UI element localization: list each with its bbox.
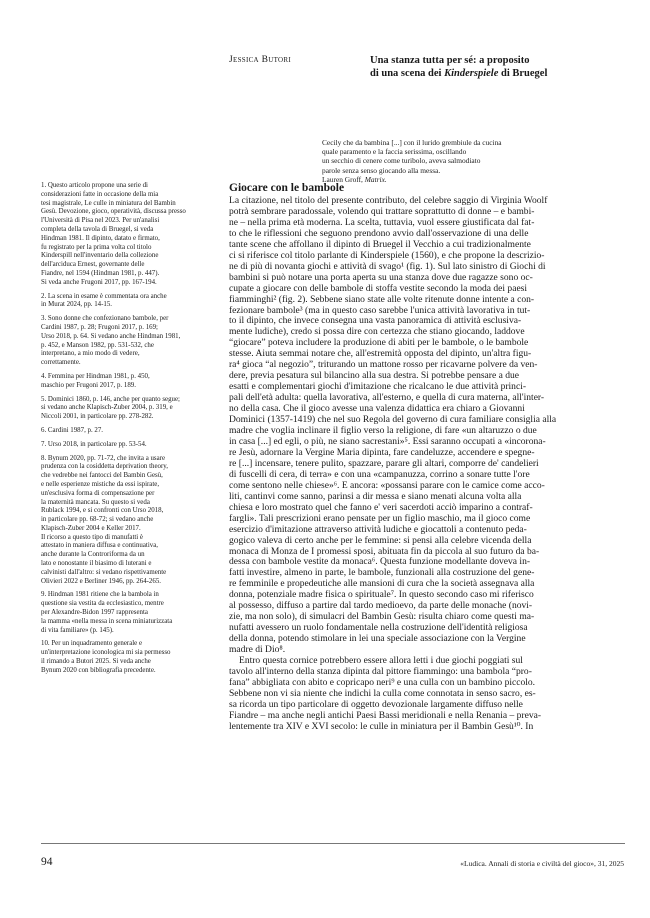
footnote-line: 7. Urso 2018, in particolare pp. 53-54. — [41, 440, 147, 448]
section-heading: Giocare con le bambole — [229, 182, 345, 194]
article-title-italic: Kinderspiele — [444, 68, 499, 79]
footnote-line: Olivieri 2022 e Berliner 1946, pp. 264-265. — [41, 577, 161, 585]
body-line: monaca di Monza de I promessi sposi, abituata fin da piccola al suo futuro da ba- — [229, 545, 540, 557]
footnote-line: 9. Hindman 1981 ritiene che la bambola in — [41, 591, 159, 599]
body-line: esatti e complementari giochi d'imitazione che ricalcano le due attività princi- — [229, 381, 527, 393]
body-line: mente ludiche), credo si possa dire con certezza che stiano giocando, laddove — [229, 326, 525, 338]
footnote-line: Cardini 1987, p. 28; Frugoni 2017, p. 169; — [41, 323, 158, 331]
footnote-line: Hindman 1981. Il dipinto, datato e firmato, — [41, 234, 160, 242]
body-line: fatti investire, almeno in parte, le bambole, funzionali alla costruzione del gene- — [229, 567, 535, 579]
epigraph-line: un secchio di cenere come turibolo, aveva salmodiato — [322, 156, 481, 166]
body-text — [229, 196, 624, 733]
body-line: chiesa e loro mostrato quel che fanno e' veri sacerdoti acciò imparino a contraf- — [229, 501, 533, 513]
footnote-9 — [41, 591, 211, 635]
body-line: lentemente tra XIV e XVI secolo: le culle in miniatura per il Bambin Gesù¹⁰. In — [229, 720, 534, 732]
footnote-line: p. 452, e Manson 1982, pp. 531-532, che — [41, 341, 154, 349]
footnote-3 — [41, 315, 211, 368]
footnote-line: 3. Sono donne che confezionano bambole, per — [41, 315, 169, 323]
footnote-line: fu registrato per la prima volta col titolo — [41, 243, 152, 251]
body-line: nufatti avessero un ruolo fondamentale nella costruzione dell'identità religiosa — [229, 622, 528, 634]
body-line: re femminile e propedeutiche alle mansioni di cura che la società assegnava alla — [229, 578, 535, 590]
footnote-line: considerazioni fatte in occasione della mia — [41, 190, 159, 198]
body-line: stesse. Aiuta semmai notare che, all'estremità opposta del dipinto, un'altra figu- — [229, 348, 532, 360]
article-title — [370, 54, 620, 80]
footnote-line: interpretano, a mio modo di vedere, — [41, 350, 140, 358]
footnotes-column — [41, 182, 211, 681]
footnote-line: la maternità mancata. Su questo si veda — [41, 498, 150, 506]
article-title-suffix: di Bruegel — [498, 68, 548, 79]
footnote-line: maschio per Frugoni 2017, p. 189. — [41, 381, 136, 389]
footnote-line: che vedrebbe nei fantocci del Bambin Gesù, — [41, 472, 163, 480]
footnote-line: correttamente. — [41, 359, 81, 367]
article-title-prefix: di una scena dei — [370, 68, 445, 79]
body-line: bambini si può notare una porta aperta su una stanza dove due ragazze sono oc- — [229, 271, 533, 283]
footnote-line: il rimando a Butori 2025. Si veda anche — [41, 658, 151, 666]
body-line: Sebbene non vi sia niente che indichi la culla come connotata in senso sacro, es- — [229, 687, 536, 699]
body-line: tante scene che affollano il dipinto di Bruegel il Vecchio a cui tradizionalmente — [229, 238, 531, 250]
body-line: in casa [...] ed egli, o più, ne siano sacrestani»⁵. Essi saranno occupati a «incorona- — [229, 435, 546, 447]
footnote-10 — [41, 640, 211, 675]
footnote-5 — [41, 396, 211, 422]
footnote-line: per Alexandre-Bidon 1997 rappresenta — [41, 609, 148, 617]
footnote-line: Bynum 2020 con bibliografia precedente. — [41, 666, 156, 674]
body-line: fiamminghi² (fig. 2). Sebbene siano state alle volte ritenute donne intente a con- — [229, 293, 535, 305]
body-line: dessa con bambole vestite da monaca⁶. Questa funzione modellante doveva in- — [229, 556, 531, 568]
body-line: Entro questa cornice potrebbero essere allora letti i due giochi poggiati sul — [239, 655, 523, 667]
footnote-line: questione sia vestita da ecclesiastico, mentre — [41, 600, 164, 608]
body-line: La citazione, nel titolo del presente contributo, del celebre saggio di Virginia Woolf — [229, 195, 548, 206]
footnote-line: prudenza con la cosiddetta deprivation theory, — [41, 463, 168, 471]
body-line: madre di Dio⁸. — [229, 644, 286, 656]
body-line: liti, cantinvi come sanno, parinsi a dir messa e siano menati alcuna volta alla — [229, 490, 522, 502]
body-line: esercizio d'imitazione attraverso attività ludiche e giocattoli a contenuto peda- — [229, 523, 527, 535]
footnote-line: Kinderspill nell'inventario della collezione — [41, 252, 159, 260]
epigraph-work: Matrix. — [364, 174, 387, 184]
body-line: dere, previa pesatura sul bilancino alla sua destra. Si potrebbe pensare a due — [229, 370, 520, 382]
article-title-line-2 — [370, 67, 620, 80]
body-line: pali dell'età adulta: quella lavorativa, all'esterno, e quella di cura materna, all'inter- — [229, 392, 545, 404]
body-line: potrà sembrare paradossale, volendo qui trattare soprattutto di donne – e bambi- — [229, 205, 535, 217]
footnote-line: un'interpretazione iconologica mi sia permesso — [41, 649, 171, 657]
body-line: fezionare bambole³ (ma in questo caso sarebbe l'unica attività lavorativa in tut- — [229, 304, 531, 316]
footer-rule — [41, 843, 625, 844]
footnote-line: Si veda anche Frugoni 2017, pp. 167-194. — [41, 278, 157, 286]
footnote-line: 10. Per un inquadramento generale e — [41, 640, 143, 648]
body-line: cupate a giocare con delle bambole di stoffa vestite secondo la moda dei paesi — [229, 282, 528, 294]
main-text-column — [229, 182, 624, 733]
epigraph-line: Cecily che da bambina [...] con il lurido grembiule da cucina — [322, 138, 502, 147]
journal-reference: «Ludica. Annali di storia e civiltà del gioco», 31, 2025 — [460, 859, 624, 868]
body-line: come sentono nelle chiese»⁶. E ancora: «possansi parare con le camice come acco- — [229, 479, 545, 491]
page-number: 94 — [41, 856, 53, 868]
footnote-1 — [41, 182, 211, 288]
body-line: tavolo all'interno della stanza dipinta dal pittore fiammingo: una bambola “pro- — [229, 665, 532, 677]
footnote-7 — [41, 441, 211, 450]
footnote-4 — [41, 373, 211, 391]
body-line: al possesso, diffuso a partire dal tardo medioevo, da parte delle monache (novi- — [229, 600, 533, 612]
running-head-author: Jessica Butori — [229, 55, 291, 65]
body-line: di fuscelli di cera, di terra» e con una «campanuzza, corrino a sonare tutte l'ore — [229, 468, 530, 480]
footnote-line: Rublack 1994, e si confronti con Urso 2018, — [41, 507, 164, 515]
body-line: ra⁴ gioca “al negozio”, triturando un mattone rosso per ricavarne polvere da ven- — [229, 359, 538, 371]
footnote-line: tesi magistrale, Le culle in miniatura del Bambin — [41, 199, 176, 207]
body-line: ne di più di novanta giochi e attività di svago¹ (fig. 1). Sul lato sinistro di Giochi di — [229, 260, 546, 272]
epigraph — [322, 138, 502, 184]
body-line: ci si riferisce col titolo parlante di Kinderspiele (1560), e che propone la descrizio- — [229, 249, 545, 261]
body-line: madre che voglia inclinare il figlio verso la religione, di fare «un altaruzzo o due — [229, 425, 537, 437]
footnote-line: completa della tavola di Bruegel, si veda — [41, 225, 154, 233]
footnote-line: Urso 2018, p. 64. Si vedano anche Hindman 1981, — [41, 332, 181, 340]
footnote-line: 4. Femmina per Hindman 1981, p. 450, — [41, 372, 150, 380]
body-line: fana” abbigliata con abito e copricapo neri⁹ e una culla con un bambino piccolo. — [229, 676, 536, 688]
epigraph-line: quale paramento e la faccia serissima, oscillando — [322, 147, 467, 157]
body-line: della donna, potendo stimolare in lei una speciale associazione con la Vergine — [229, 633, 526, 645]
epigraph-author: Lauren Groff, — [322, 174, 365, 184]
footnote-line: attestato in maniera diffusa e continuativa, — [41, 542, 158, 550]
footnote-line: 2. La scena in esame è commentata ora anche — [41, 292, 167, 300]
footnote-line: l'Università di Pisa nel 2023. Per un'analisi — [41, 217, 160, 225]
footnote-line: lato e nonostante il biasimo di luterani e — [41, 560, 152, 568]
footnote-8 — [41, 455, 211, 587]
footnote-6 — [41, 427, 211, 436]
body-line: to che le riflessioni che seguono prendono avvio dall'osservazione di una delle — [229, 227, 529, 239]
footnote-line: calvinisti dall'altro: si vedano rispettivamente — [41, 568, 167, 576]
body-line: ne – nella prima età moderna. La scelta, tuttavia, vuol essere giustificata dal fat- — [229, 216, 535, 228]
footnote-line: di vita familiare» (p. 145). — [41, 626, 114, 634]
footnote-line: anche durante la Controriforma da un — [41, 551, 145, 559]
body-line: no della casa. Che il gioco avesse una valenza didattica era chiaro a Giovanni — [229, 403, 525, 415]
footnote-line: 1. Questo articolo propone una serie di — [41, 182, 148, 189]
epigraph-line: parole senza senso giocando alla messa. — [322, 165, 441, 175]
body-line: re [...] incensare, tenere pulito, spazzare, parare gli altari, comporre de' candelieri — [229, 457, 539, 469]
footnote-line: Niccoli 2001, in particolare pp. 278-282. — [41, 413, 154, 421]
body-line: sa ricorda un tipo particolare di oggetto devozionale largamente diffuso nelle — [229, 698, 523, 710]
article-title-line-1: Una stanza tutta per sé: a proposito — [370, 55, 530, 66]
footnote-line: Gesù. Devozione, gioco, operatività, discussa presso — [41, 208, 186, 216]
body-line: fargli». Tali prescrizioni erano pensate per un figlio maschio, ma il gioco come — [229, 512, 531, 524]
footnote-line: si vedano anche Klapisch-Zuber 2004, p. 319, e — [41, 404, 173, 412]
footnote-2 — [41, 293, 211, 311]
body-line: re Jesù, adornare la Vergine Maria dipinta, fare candeluzze, accendere e spegne- — [229, 446, 535, 458]
body-line: zie, ma non solo), di simulacri del Bambin Gesù: risulta chiaro come questi ma- — [229, 611, 535, 623]
footnote-line: Fiandre, nel 1594 (Hindman 1981, p. 447). — [41, 269, 160, 277]
footnote-line: e nelle esperienze mistiche da essi ispirate, — [41, 480, 160, 488]
body-line: Dominici (1357-1419) che nel suo Regola del governo di cura familiare consiglia alla — [229, 414, 557, 426]
footnote-line: Klapisch-Zuber 2004 e Keller 2017. — [41, 524, 141, 532]
footnote-line: un'esclusiva forma di compensazione per — [41, 489, 155, 497]
footnote-line: 8. Bynum 2020, pp. 71-72, che invita a usare — [41, 454, 166, 462]
body-line: gogico valeva di certo anche per le femmine: si pensi alla celebre vicenda della — [229, 534, 532, 546]
footnote-line: 6. Cardini 1987, p. 27. — [41, 426, 104, 434]
footnote-line: 5. Dominici 1860, p. 146, anche per quanto segue; — [41, 395, 180, 403]
footnote-line: dell'arciduca Ernest, governante delle — [41, 261, 145, 269]
body-line: Fiandre – ma anche negli antichi Paesi Bassi meridionali e nella Renania – preva- — [229, 709, 542, 721]
footnote-line: Il ricorso a questo tipo di manufatti è — [41, 533, 143, 541]
footnote-line: in particolare pp. 68-72; si vedano anche — [41, 516, 154, 524]
body-line: to il dipinto, che invece consegna una vasta panoramica di attività esclusiva- — [229, 315, 522, 327]
body-line: donna, potenziale madre fisica o spirituale⁷. In questo secondo caso mi riferisco — [229, 589, 534, 601]
footnote-line: in Murat 2024, pp. 14-15. — [41, 301, 113, 309]
footnote-line: la mamma «nella messa in scena miniaturizzata — [41, 617, 173, 625]
body-line: “giocare” poteva includere la produzione di abiti per le bambole, o le bambole — [229, 337, 529, 349]
